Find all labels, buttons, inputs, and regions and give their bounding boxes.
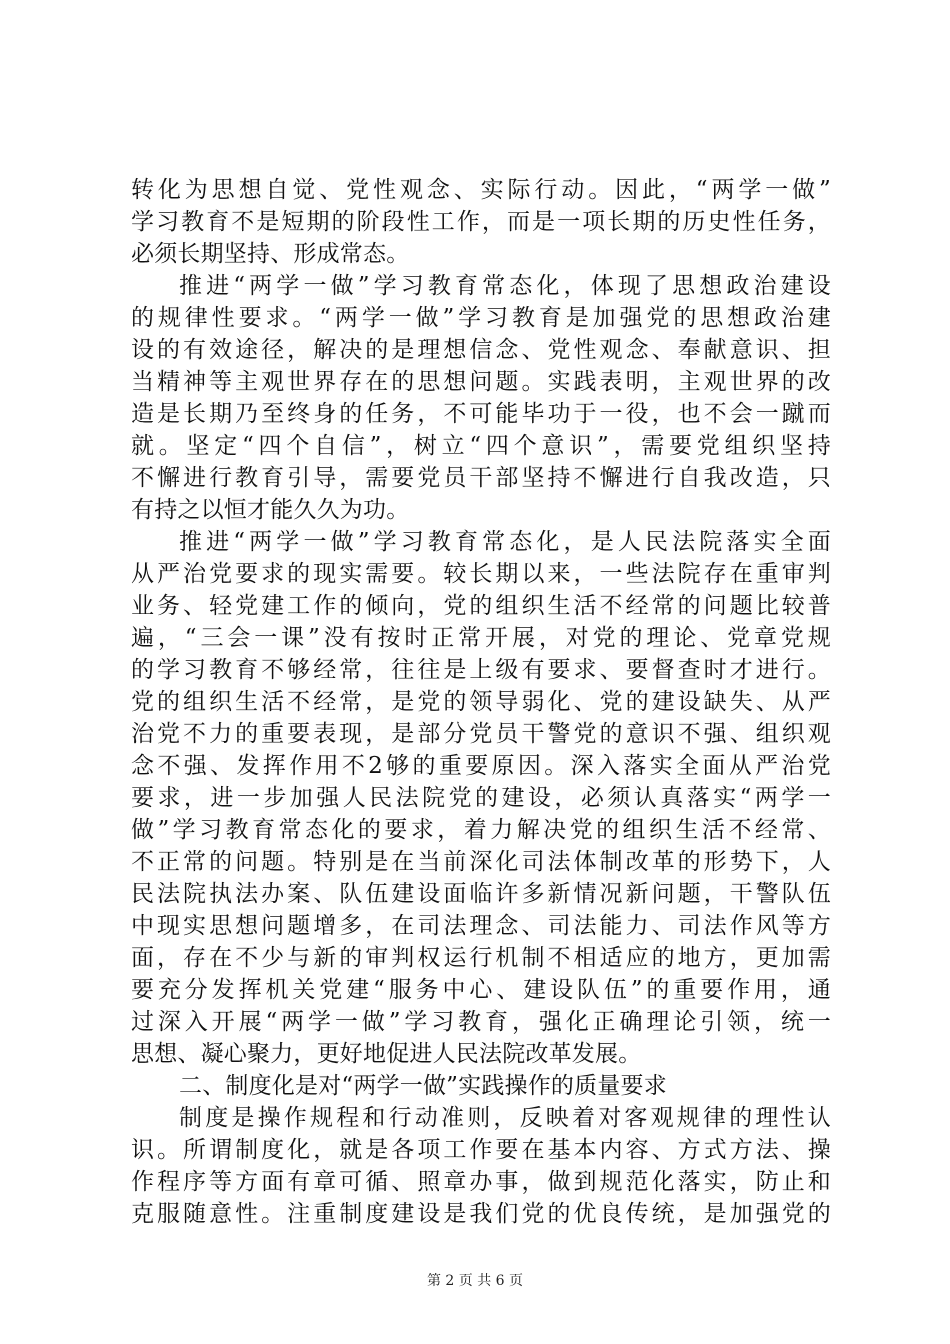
text-line: 的规律性要求。“两学一做”学习教育是加强党的思想政治建 <box>131 305 831 331</box>
text-line: 就。坚定“四个自信”，树立“四个意识”，需要党组织坚持 <box>131 433 831 459</box>
text-line: 遍，“三会一课”没有按时正常开展，对党的理论、党章党规 <box>131 625 831 651</box>
text-line: 要求，进一步加强人民法院党的建设，必须认真落实“两学一 <box>131 785 831 811</box>
text-line: 克服随意性。注重制度建设是我们党的优良传统，是加强党的 <box>131 1201 831 1227</box>
text-line: 过深入开展“两学一做”学习教育，强化正确理论引领，统一 <box>131 1009 831 1035</box>
text-line: 从严治党要求的现实需要。较长期以来，一些法院存在重审判 <box>131 561 831 587</box>
text-line: 不懈进行教育引导，需要党员干部坚持不懈进行自我改造，只 <box>131 465 831 491</box>
text-line: 做”学习教育常态化的要求，着力解决党的组织生活不经常、 <box>131 817 831 843</box>
text-line: 识。所谓制度化，就是各项工作要在基本内容、方式方法、操 <box>131 1137 831 1163</box>
text-line: 推进“两学一做”学习教育常态化，是人民法院落实全面 <box>179 529 831 555</box>
page-number-label: 第 2 页 共 6 页 <box>426 1273 524 1289</box>
text-line: 治党不力的重要表现，是部分党员干警党的意识不强、组织观 <box>131 721 831 747</box>
text-line: 必须长期坚持、形成常态。 <box>131 241 410 267</box>
text-line: 转化为思想自觉、党性观念、实际行动。因此，“两学一做” <box>131 177 831 203</box>
text-line: 设的有效途径，解决的是理想信念、党性观念、奉献意识、担 <box>131 337 831 363</box>
text-line: 民法院执法办案、队伍建设面临许多新情况新问题，干警队伍 <box>131 881 831 907</box>
text-line: 思想、凝心聚力，更好地促进人民法院改革发展。 <box>131 1041 642 1067</box>
text-line: 党的组织生活不经常，是党的领导弱化、党的建设缺失、从严 <box>131 689 831 715</box>
text-line: 中现实思想问题增多，在司法理念、司法能力、司法作风等方 <box>131 913 831 939</box>
text-line: 念不强、发挥作用不2够的重要原因。深入落实全面从严治党 <box>131 753 831 779</box>
text-line: 制度是操作规程和行动准则，反映着对客观规律的理性认 <box>179 1105 831 1131</box>
text-line: 有持之以恒才能久久为功。 <box>131 497 410 523</box>
text-line: 造是长期乃至终身的任务，不可能毕功于一役，也不会一蹴而 <box>131 401 831 427</box>
text-line: 的学习教育不够经常，往往是上级有要求、要督查时才进行。 <box>131 657 831 683</box>
text-line: 不正常的问题。特别是在当前深化司法体制改革的形势下，人 <box>131 849 831 875</box>
text-line: 学习教育不是短期的阶段性工作，而是一项长期的历史性任务， <box>131 209 831 235</box>
text-line: 面，存在不少与新的审判权运行机制不相适应的地方，更加需 <box>131 945 831 971</box>
text-line: 业务、轻党建工作的倾向，党的组织生活不经常的问题比较普 <box>131 593 831 619</box>
text-line: 推进“两学一做”学习教育常态化，体现了思想政治建设 <box>179 273 831 299</box>
document-body <box>131 174 831 1230</box>
text-line: 作程序等方面有章可循、照章办事，做到规范化落实，防止和 <box>131 1169 831 1195</box>
page-footer <box>0 1270 950 1290</box>
text-line: 当精神等主观世界存在的思想问题。实践表明，主观世界的改 <box>131 369 831 395</box>
text-line: 要充分发挥机关党建“服务中心、建设队伍”的重要作用，通 <box>131 977 831 1003</box>
text-line: 二、制度化是对“两学一做”实践操作的质量要求 <box>179 1073 667 1099</box>
